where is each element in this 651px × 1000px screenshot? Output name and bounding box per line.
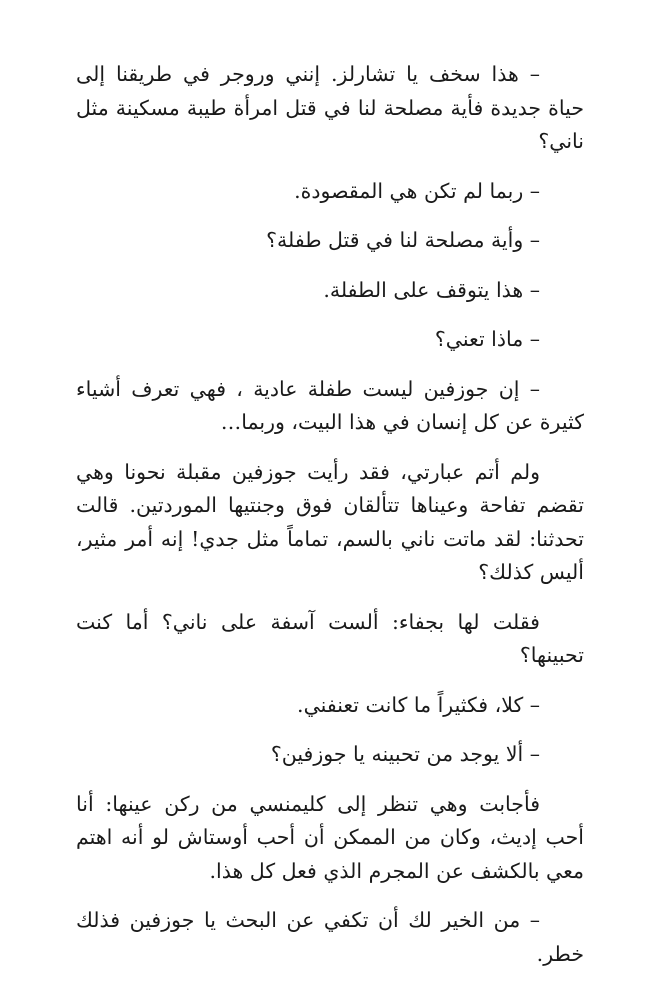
paragraph-8: فقلت لها بجفاء: ألست آسفة على ناني؟ أما كنت تحبينها؟	[76, 609, 584, 667]
paragraph-4: – هذا يتوقف على الطفلة.	[323, 277, 540, 302]
paragraph-10: – ألا يوجد من تحبينه يا جوزفين؟	[270, 742, 540, 766]
paragraph-12: – من الخير لك أن تكفي عن البحث يا جوزفين فذلك خطر.	[76, 908, 584, 966]
paragraph-2: – ربما لم تكن هي المقصودة.	[294, 178, 540, 203]
paragraph-9: – كلا، فكثيراً ما كانت تعنفني.	[297, 692, 540, 717]
paragraph-5: – ماذا تعني؟	[434, 327, 540, 351]
book-page	[76, 58, 584, 987]
paragraph-11: فأجابت وهي تنظر إلى كليمنسي من ركن عينها: أنا أحب إديث، وكان من الممكن أن أحب أوستاش لو أنه اهتم معي بالكشف عن المجرم الذي فعل كل هذا.	[76, 791, 584, 883]
paragraph-1: – هذا سخف يا تشارلز. إنني وروجر في طريقنا إلى حياة جديدة فأية مصلحة لنا في قتل امرأة طيبة مسكينة مثل ناني؟	[76, 62, 584, 153]
paragraph-6: – إن جوزفين ليست طفلة عادية ، فهي تعرف أشياء كثيرة عن كل إنسان في هذا البيت، وربما…	[76, 376, 584, 434]
paragraph-3: – وأية مصلحة لنا في قتل طفلة؟	[266, 228, 540, 252]
paragraph-7: ولم أتم عبارتي، فقد رأيت جوزفين مقبلة نحونا وهي تقضم تفاحة وعيناها تتألقان فوق وجنتيها الموردتين. قالت تحدثنا: لقد ماتت ناني بالسم، تماماً مثل جدي! إنه أمر مثير، أليس كذلك؟	[76, 459, 584, 584]
